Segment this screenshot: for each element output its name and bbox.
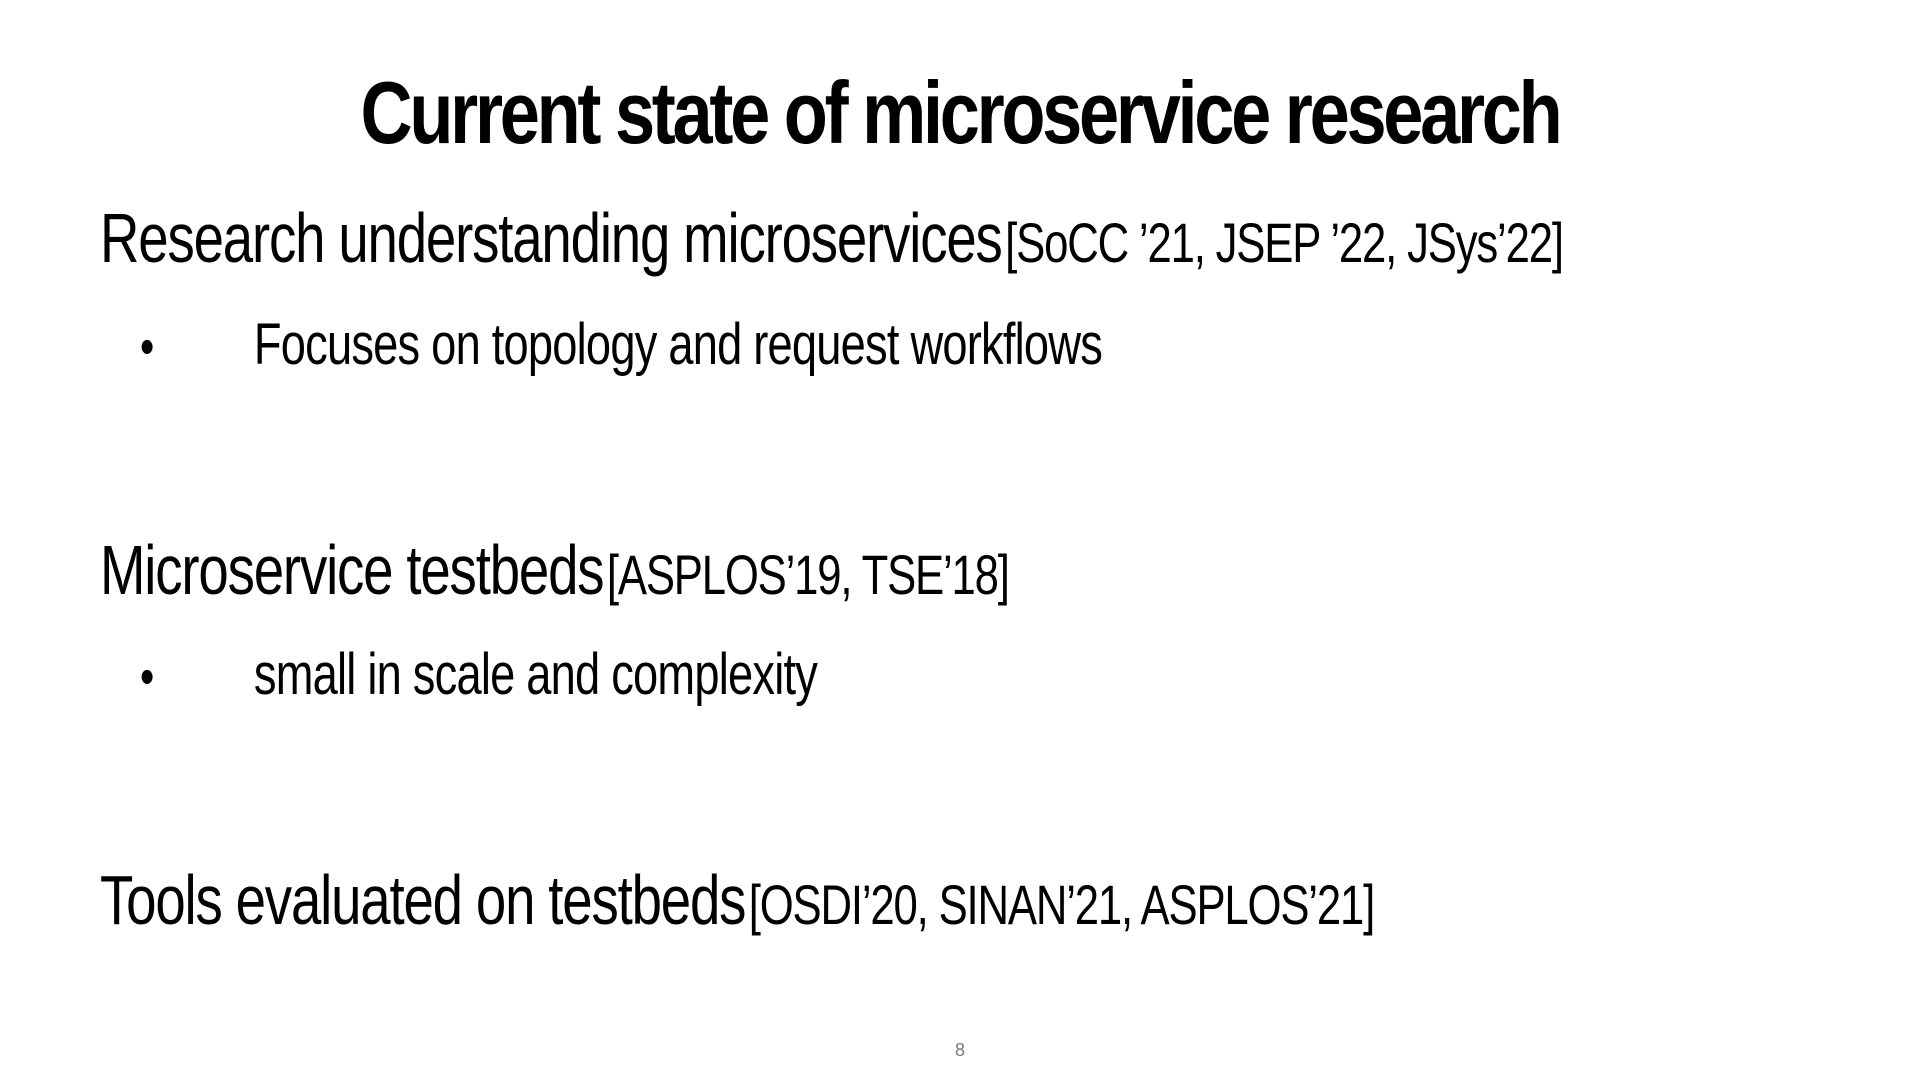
section-heading: Research understanding microservices	[100, 199, 1002, 277]
bullet-icon: •	[140, 318, 154, 376]
section-heading: Tools evaluated on testbeds	[100, 861, 746, 939]
section-heading: Microservice testbeds	[100, 531, 604, 609]
bullet-item	[140, 640, 817, 712]
bullet-text: small in scale and complexity	[253, 642, 818, 707]
section-microservice-testbeds	[100, 528, 1009, 612]
section-citation: [SoCC ’21, JSEP ’22, JSys’22]	[1005, 211, 1563, 274]
bullet-icon: •	[140, 648, 154, 706]
bullet-text: Focuses on topology and request workflows	[253, 312, 1103, 377]
section-research-understanding	[100, 196, 1563, 280]
page-number: 8	[954, 1040, 965, 1060]
section-tools-evaluated	[100, 858, 1374, 942]
slide-title: Current state of microservice research	[360, 63, 1560, 162]
section-citation: [ASPLOS’19, TSE’18]	[606, 543, 1009, 606]
bullet-item	[140, 310, 1102, 382]
section-citation: [OSDI’20, SINAN’21, ASPLOS’21]	[748, 873, 1375, 936]
